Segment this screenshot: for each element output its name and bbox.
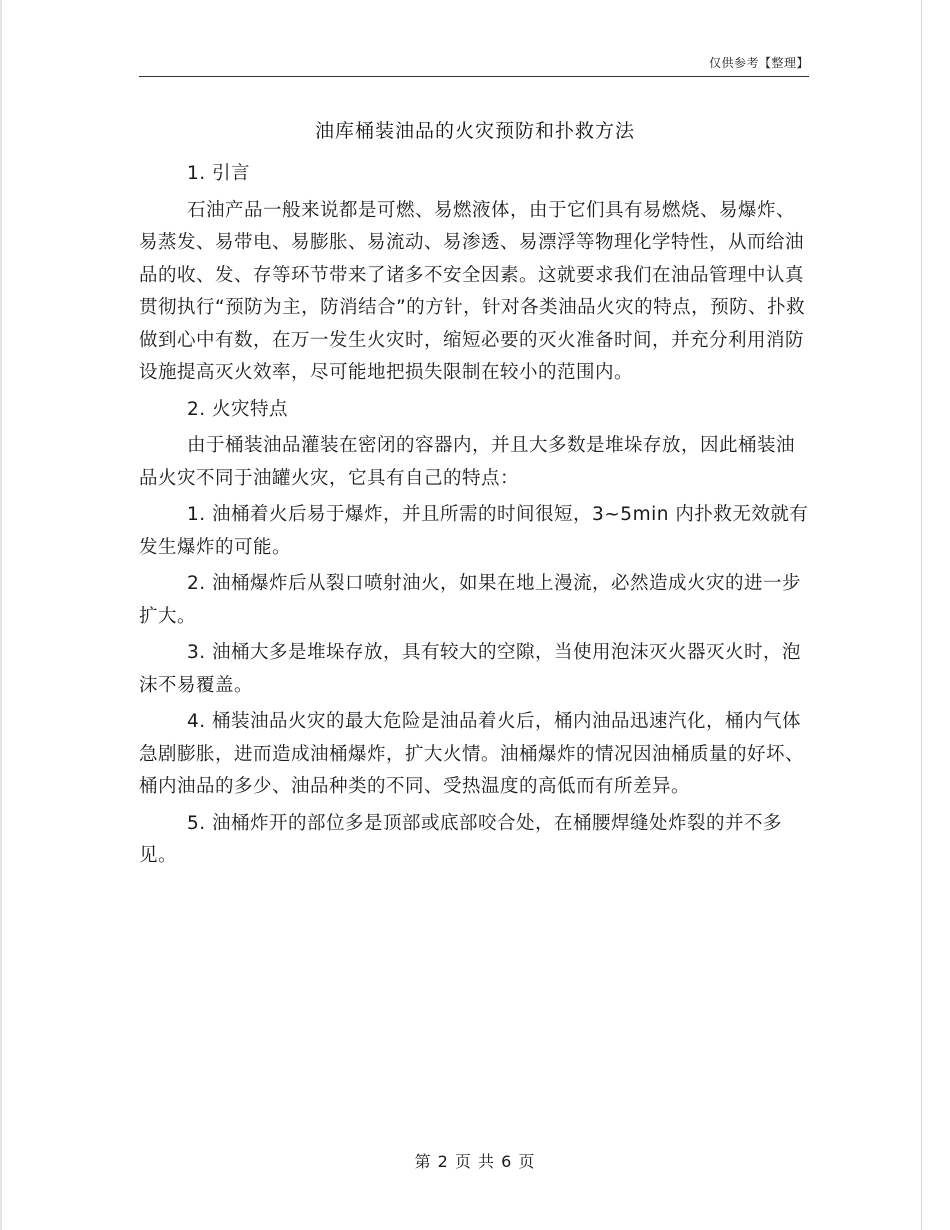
list-item: 4. 桶装油品火灾的最大危险是油品着火后，桶内油品迅速汽化，桶内气体急剧膨胀，进而造成油桶爆炸，扩大火情。油桶爆炸的情况因油桶质量的好坏、桶内油品的多少、油品种类的不同、受热温度的高低而有所差异。 bbox=[139, 711, 805, 797]
list-item: 3. 油桶大多是堆垛存放，具有较大的空隙，当使用泡沫灭火器灭火时，泡沫不易覆盖。 bbox=[139, 642, 802, 696]
page-edge bbox=[0, 0, 2, 1230]
body-paragraph: 由于桶装油品灌装在密闭的容器内，并且大多数是堆垛存放，因此桶装油品火灾不同于油罐火灾，它具有自己的特点： bbox=[139, 435, 796, 489]
document-body bbox=[139, 158, 811, 873]
section-heading: 2. 火灾特点 bbox=[187, 398, 289, 420]
page-number: 第 2 页 共 6 页 bbox=[414, 1152, 536, 1171]
list-item: 1. 油桶着火后易于爆炸，并且所需的时间很短，3~5min 内扑救无效就有发生爆炸的可能。 bbox=[139, 504, 809, 558]
header-rule bbox=[139, 76, 809, 77]
document-title: 油库桶装油品的火灾预防和扑救方法 bbox=[314, 120, 635, 142]
list-item: 2. 油桶爆炸后从裂口喷射油火，如果在地上漫流，必然造成火灾的进一步扩大。 bbox=[139, 573, 802, 627]
header-note: 仅供参考【整理】 bbox=[708, 56, 809, 70]
list-item: 5. 油桶炸开的部位多是顶部或底部咬合处，在桶腰焊缝处炸裂的并不多见。 bbox=[139, 812, 783, 866]
section-heading: 1. 引言 bbox=[187, 163, 251, 184]
body-paragraph: 石油产品一般来说都是可燃、易燃液体，由于它们具有易燃烧、易爆炸、易蒸发、易带电、易膨胀、易流动、易渗透、易漂浮等物理化学特性，从而给油品的收、发、存等环节带来了诸多不安全因素。这就要求我们在油品管理中认真贯彻执行“预防为主，防消结合”的方针，针对各类油品火灾的特点，预防、扑救做到心中有数，在万一发生火灾时，缩短必要的灭火准备时间，并充分利用消防设施提高灭火效率，尽可能地把损失限制在较小的范围内。 bbox=[139, 199, 806, 383]
page-edge bbox=[921, 0, 922, 1230]
